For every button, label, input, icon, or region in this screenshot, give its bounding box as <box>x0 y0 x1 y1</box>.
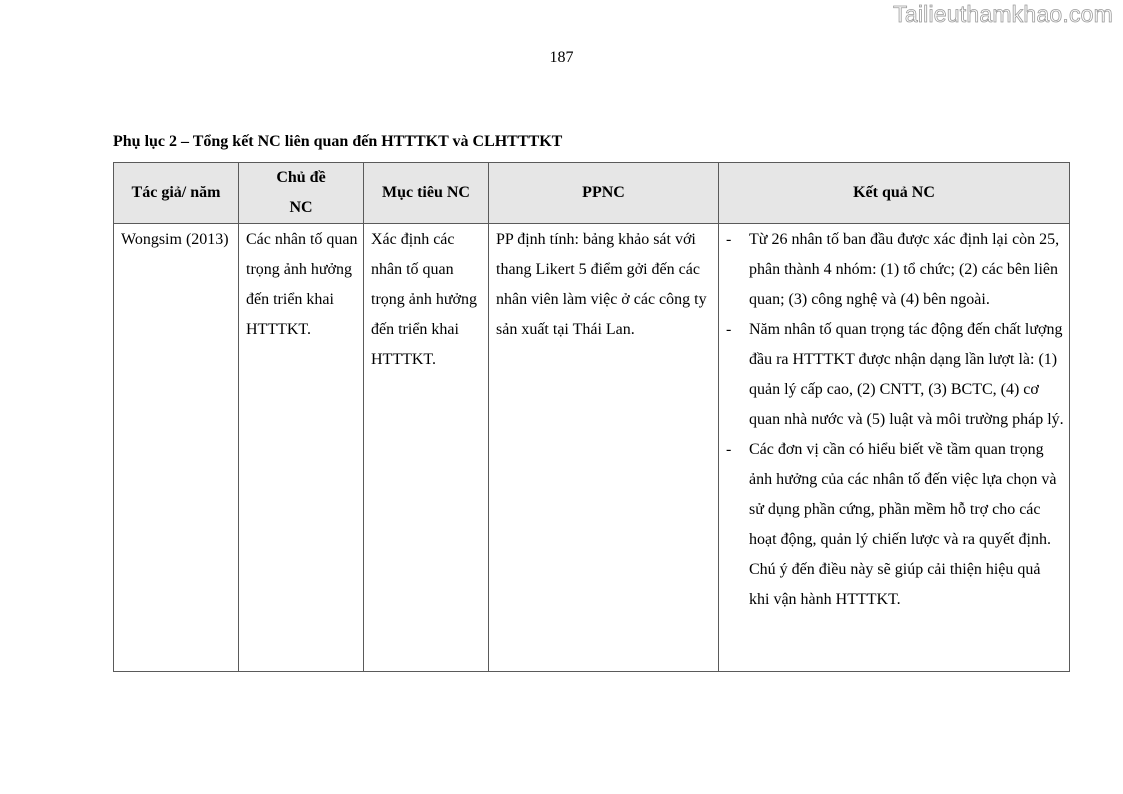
table-row <box>114 224 1070 672</box>
results-list <box>726 225 1064 615</box>
cell-topic: Các nhân tố quan trọng ảnh hưởng đến triển khai HTTTKT. <box>239 224 364 672</box>
appendix-heading: Phụ lục 2 – Tổng kết NC liên quan đến HTTTKT và CLHTTTKT <box>113 133 563 150</box>
cell-objective: Xác định các nhân tố quan trọng ảnh hưởng đến triển khai HTTTKT. <box>364 224 489 672</box>
header-topic <box>239 163 364 224</box>
header-objective: Mục tiêu NC <box>364 163 489 224</box>
result-item: - Từ 26 nhân tố ban đầu được xác định lại còn 25, phân thành 4 nhóm: (1) tổ chức; (2) các bên liên quan; (3) công nghệ và (4) bên ngoài. <box>726 225 1064 315</box>
header-results: Kết quả NC <box>719 163 1070 224</box>
page-number: 187 <box>549 49 574 66</box>
header-method: PPNC <box>489 163 719 224</box>
cell-author: Wongsim (2013) <box>114 224 239 672</box>
table-header-row <box>114 163 1070 224</box>
watermark: Tailieuthamkhao.com <box>893 1 1113 27</box>
header-topic-line1: Chủ đề <box>276 169 326 186</box>
header-topic-line2: NC <box>289 199 313 216</box>
cell-method: PP định tính: bảng khảo sát với thang Likert 5 điểm gởi đến các nhân viên làm việc ở các công ty sản xuất tại Thái Lan. <box>489 224 719 672</box>
cell-results <box>719 224 1070 672</box>
header-author: Tác giả/ năm <box>114 163 239 224</box>
result-item: - Các đơn vị cần có hiểu biết về tầm quan trọng ảnh hưởng của các nhân tố đến việc lựa chọn và sử dụng phần cứng, phần mềm hỗ trợ cho các hoạt động, quản lý chiến lược và ra quyết định. Chú ý đến điều này sẽ giúp cải thiện hiệu quả khi vận hành HTTTKT. <box>726 435 1064 615</box>
research-summary-table <box>113 162 1070 672</box>
result-item: - Năm nhân tố quan trọng tác động đến chất lượng đầu ra HTTTKT được nhận dạng lần lượt là: (1) quản lý cấp cao, (2) CNTT, (3) BCTC, (4) cơ quan nhà nước và (5) luật và môi trường pháp lý. <box>726 315 1064 435</box>
